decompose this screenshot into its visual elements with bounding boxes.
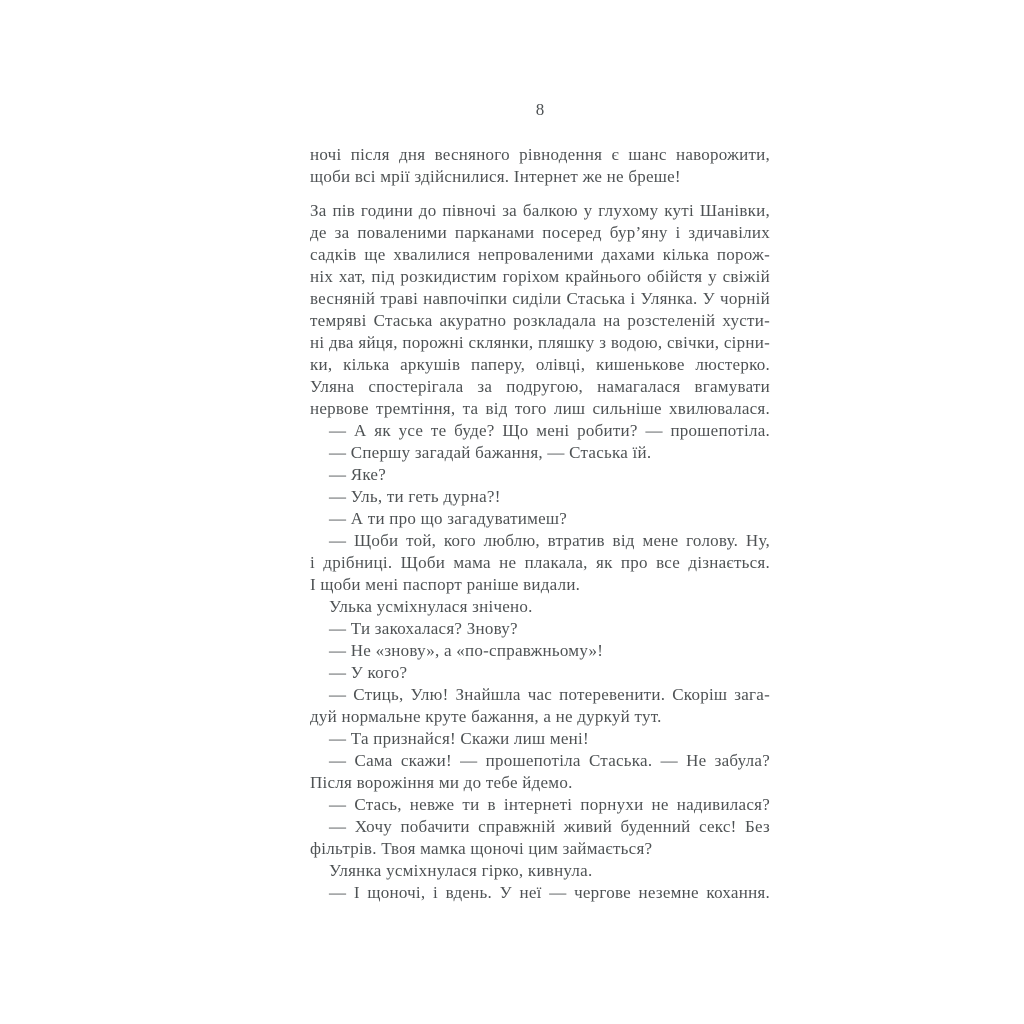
text-column [310, 144, 770, 904]
text-line: — Не «знову», а «по-справжньому»! [329, 641, 604, 660]
text-line: весняній траві навпочіпки сиділи Стаська і Улянка. У чорній [310, 289, 770, 308]
text-line: і дрібниці. Щоби мама не плакала, як про все дізнається. [310, 553, 770, 572]
text-line: — Стиць, Улю! Знайшла час потеревенити. Скоріш зага- [329, 685, 770, 704]
text-line: фільтрів. Твоя мамка щоночі цим займається? [310, 839, 653, 858]
text-line: де за поваленими парканами посеред бур’яну і здичавілих [310, 223, 770, 242]
text-line: — У кого? [329, 663, 408, 682]
text-line: — Яке? [329, 465, 387, 484]
text-line: садків ще хвалилися непроваленими дахами кілька порож- [310, 245, 770, 264]
text-line: ніх хат, під розкидистим горіхом крайнього обійстя у свіжій [310, 267, 770, 286]
text-line: — А ти про що загадуватимеш? [329, 509, 568, 528]
text-line: Уляна спостерігала за подругою, намагалася вгамувати [310, 377, 770, 396]
text-line: Після ворожіння ми до тебе йдемо. [310, 773, 573, 792]
text-line: Улька усміхнулася знічено. [329, 597, 533, 616]
text-line: — Хочу побачити справжній живий буденний секс! Без [329, 817, 770, 836]
text-line: — Уль, ти геть дурна?! [329, 487, 501, 506]
text-line: — Стась, невже ти в інтернеті порнухи не надивилася? [329, 795, 770, 814]
text-line: дуй нормальне круте бажання, а не дуркуй тут. [310, 707, 662, 726]
text-line: — І щоночі, і вдень. У неї — чергове неземне кохання. [329, 883, 770, 902]
text-line: щоби всі мрії здійснилися. Інтернет же не бреше! [310, 167, 681, 186]
text-line: темряві Стаська акуратно розкладала на розстеленій хусти- [310, 311, 770, 330]
text-line: ні два яйця, порожні склянки, пляшку з водою, свічки, сірни- [310, 333, 770, 352]
text-line: І щоби мені паспорт раніше видали. [310, 575, 581, 594]
text-line: — Сама скажи! — прошепотіла Стаська. — Не забула? [329, 751, 770, 770]
text-line: нервове тремтіння, та від того лиш сильніше хвилювалася. [310, 399, 770, 418]
text-line: — Та признайся! Скажи лиш мені! [329, 729, 589, 748]
text-line: За пів години до півночі за балкою у глухому куті Шанівки, [310, 201, 770, 220]
text-line: — Ти закохалася? Знову? [329, 619, 518, 638]
text-line: — Спершу загадай бажання, — Стаська їй. [329, 443, 652, 462]
text-line: ки, кілька аркушів паперу, олівці, кишенькове люстерко. [310, 355, 770, 374]
page-number: 8 [535, 100, 545, 119]
text-line: Улянка усміхнулася гірко, кивнула. [329, 861, 593, 880]
text-line: ночі після дня весняного рівнодення є шанс наворожити, [310, 145, 770, 164]
text-line: — А як усе те буде? Що мені робити? — прошепотіла. [329, 421, 770, 440]
text-line: — Щоби той, кого люблю, втратив від мене голову. Ну, [329, 531, 770, 550]
